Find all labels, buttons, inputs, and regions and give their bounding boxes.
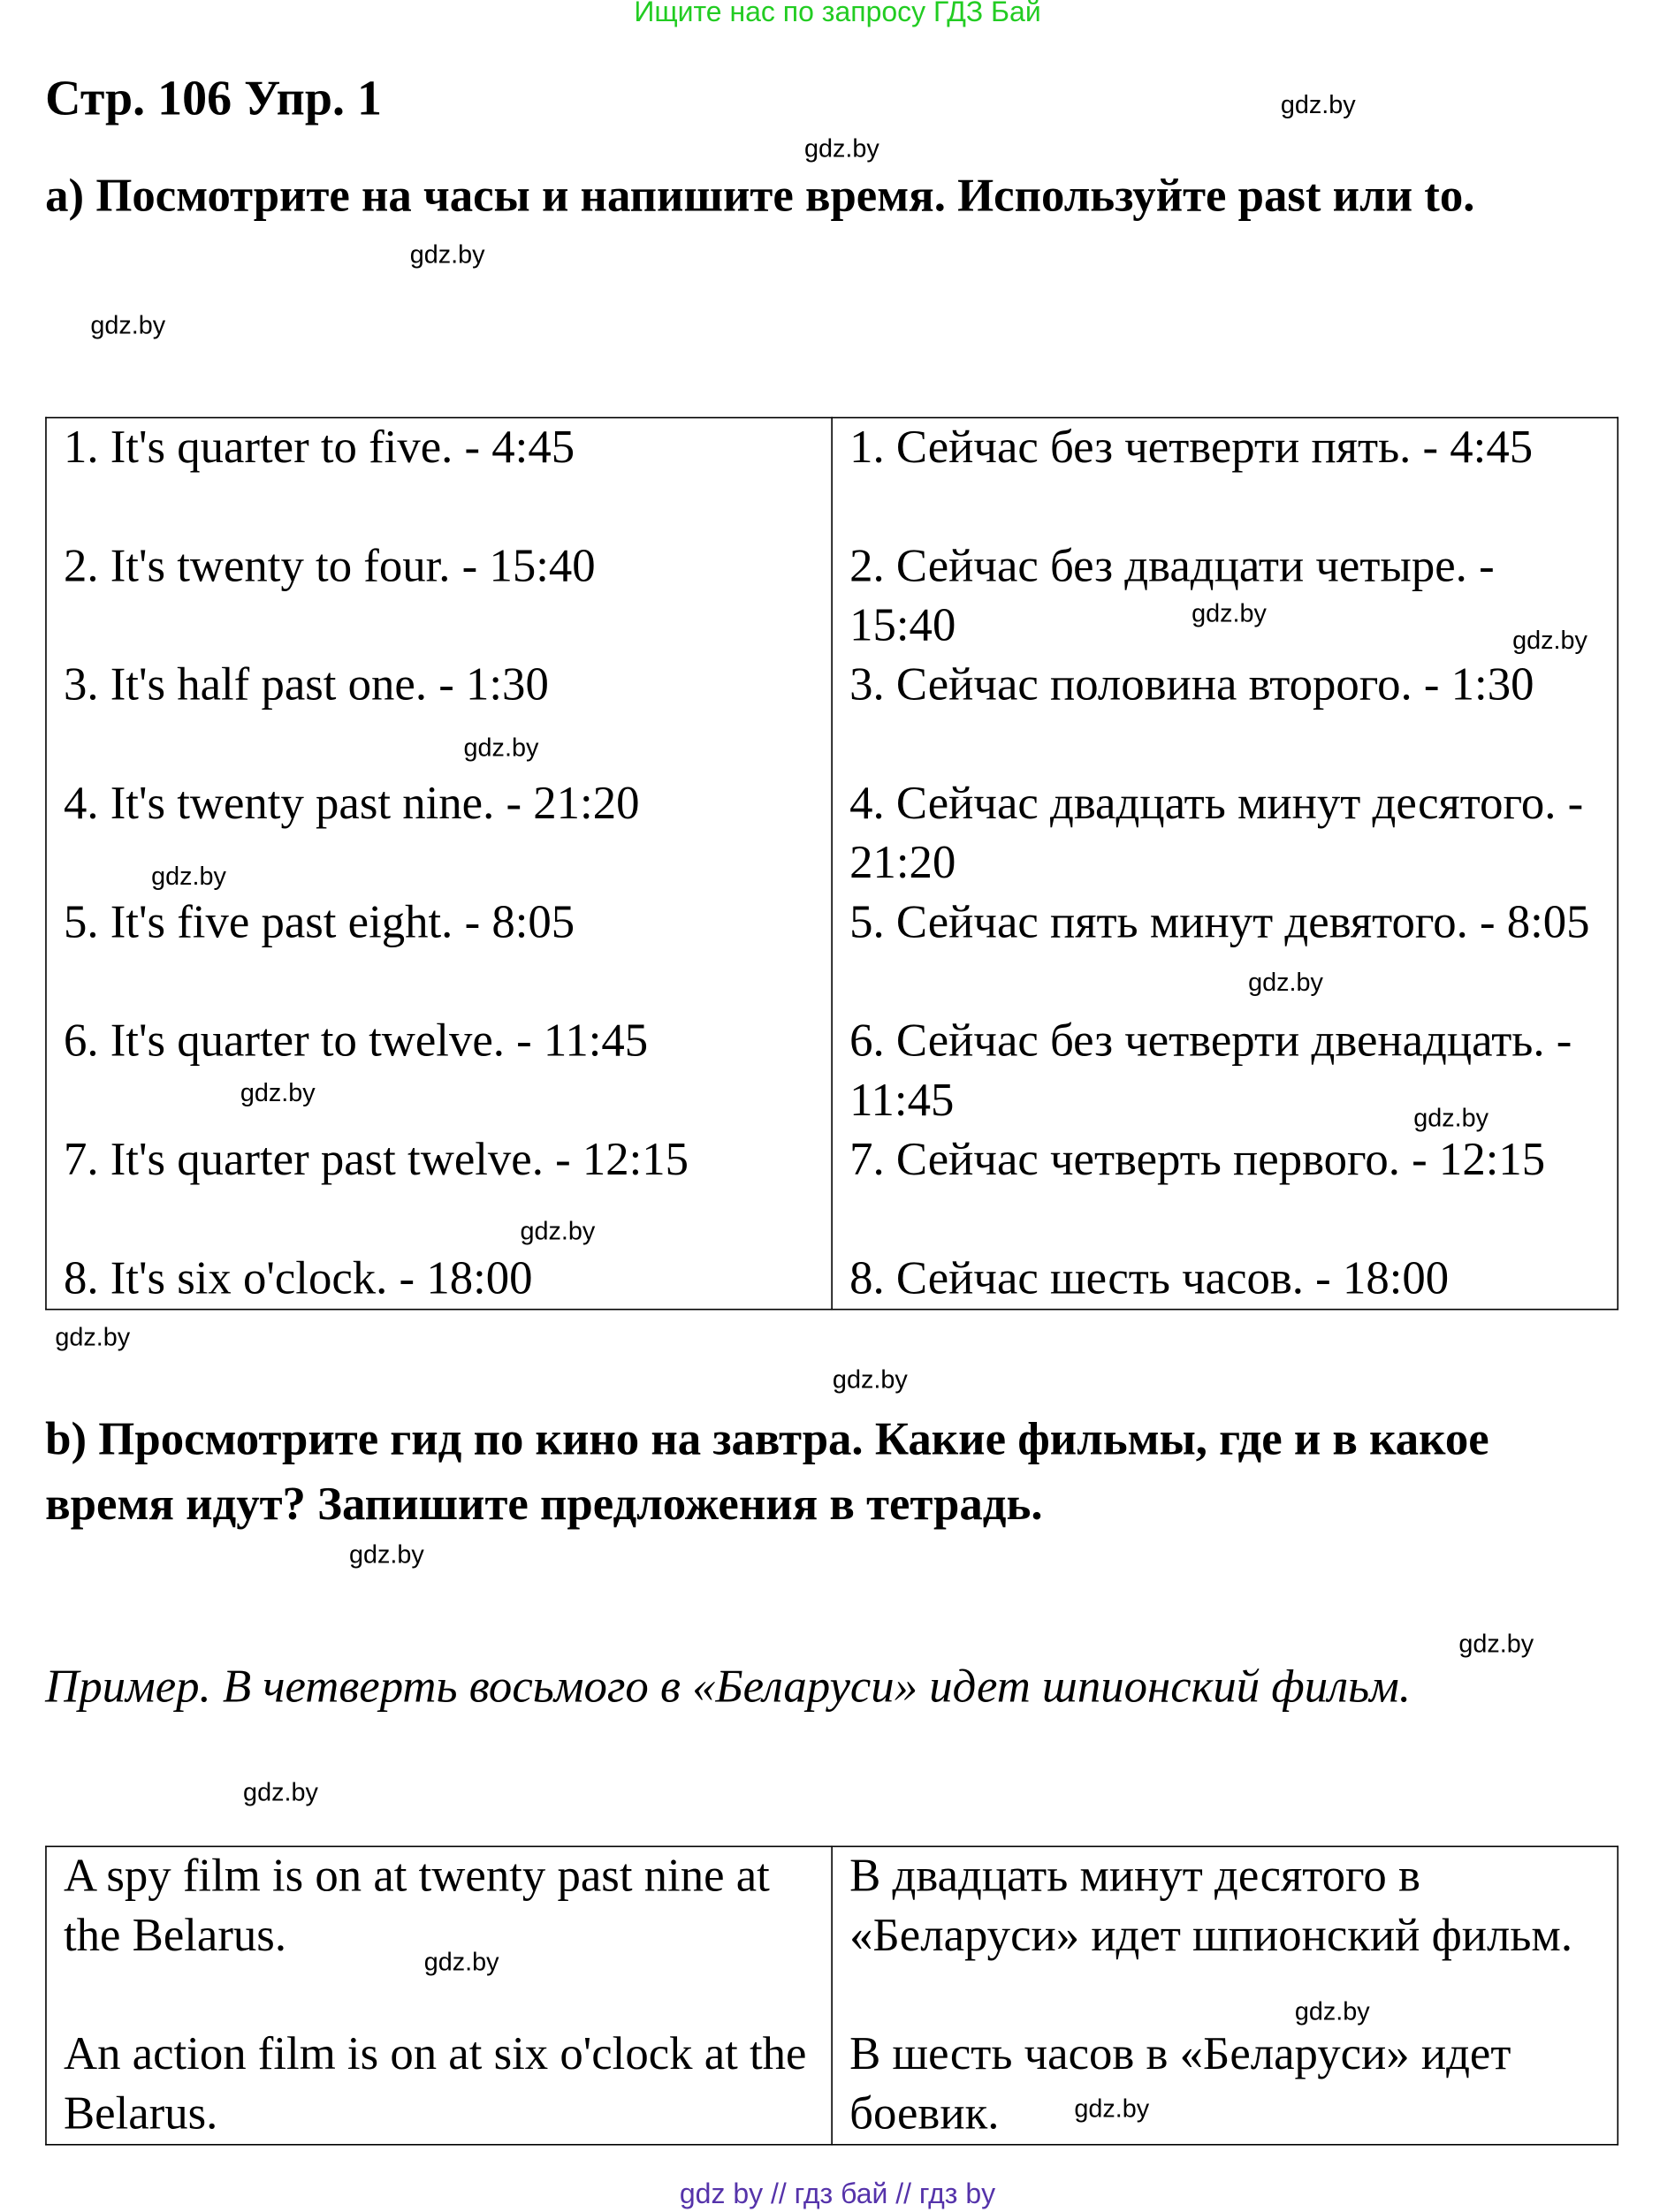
watermark: gdz.by	[1248, 968, 1323, 997]
answer-en: 3. It's half past one. - 1:30	[63, 659, 549, 711]
watermark: gdz.by	[90, 310, 166, 339]
watermark: gdz.by	[803, 133, 879, 163]
footer-links[interactable]: gdz by // гдз бай // гдз by	[679, 2178, 996, 2211]
watermark: gdz.by	[1413, 1103, 1489, 1132]
watermark: gdz.by	[463, 733, 539, 762]
watermark: gdz.by	[409, 239, 485, 269]
answer-en: 5. It's five past eight. - 8:05	[63, 897, 575, 949]
watermark: gdz.by	[349, 1540, 424, 1570]
answer-ru: 2. Сейчас без двадцати четыре. - 15:40	[849, 541, 1495, 652]
answer-ru: 7. Сейчас четверть первого. - 12:15	[849, 1135, 1546, 1186]
task-a-heading: a) Посмотрите на часы и напишите время. Используйте past или to.	[45, 171, 1475, 223]
watermark: gdz.by	[423, 1947, 499, 1976]
russian-column	[832, 1846, 1618, 2144]
answer-en: 8. It's six o'clock. - 18:00	[63, 1253, 533, 1305]
answer-en: 1. It's quarter to five. - 4:45	[63, 422, 575, 474]
answer-en: 4. It's twenty past nine. - 21:20	[63, 779, 640, 830]
answer-en: 7. It's quarter past twelve. - 12:15	[63, 1135, 689, 1186]
answer-ru: В шесть часов в «Беларуси» идет боевик.	[849, 2029, 1511, 2140]
watermark: gdz.by	[243, 1777, 318, 1806]
answer-ru: 6. Сейчас без четверти двенадцать. - 11:45	[849, 1015, 1572, 1127]
answers-table-a	[45, 417, 1618, 1311]
watermark: gdz.by	[1294, 1996, 1370, 2026]
watermark: gdz.by	[55, 1322, 131, 1351]
watermark: gdz.by	[1192, 599, 1267, 628]
answers-table-b	[45, 1846, 1618, 2146]
answer-ru: 1. Сейчас без четверти пять. - 4:45	[849, 422, 1534, 474]
task-b-heading: b) Просмотрите гид по кино на завтра. Какие фильмы, где и в какое время идут? Запишите предложения в тетрадь.	[45, 1414, 1489, 1531]
watermark: gdz.by	[520, 1216, 596, 1245]
search-hint-link[interactable]: Ищите нас по запросу ГДЗ Бай	[634, 0, 1041, 28]
russian-column	[832, 418, 1618, 1310]
watermark: gdz.by	[1458, 1629, 1534, 1658]
answer-ru: 4. Сейчас двадцать минут десятого. - 21:20	[849, 779, 1584, 889]
example-sentence: Пример. В четверть восьмого в «Беларуси» идет шпионский фильм.	[45, 1661, 1412, 1714]
watermark: gdz.by	[240, 1078, 316, 1107]
english-column	[46, 1846, 832, 2144]
watermark: gdz.by	[1074, 2094, 1150, 2123]
watermark: gdz.by	[1280, 90, 1356, 119]
answer-en: 2. It's twenty to four. - 15:40	[63, 541, 596, 593]
answer-ru: 5. Сейчас пять минут девятого. - 8:05	[849, 897, 1590, 949]
answer-ru: 3. Сейчас половина второго. - 1:30	[849, 659, 1534, 711]
watermark: gdz.by	[832, 1364, 908, 1394]
answer-en: An action film is on at six o'clock at the Belarus.	[63, 2029, 807, 2140]
watermark: gdz.by	[1512, 626, 1587, 655]
answer-en: A spy film is on at twenty past nine at the Belarus.	[63, 1851, 770, 1962]
answer-ru: 8. Сейчас шесть часов. - 18:00	[849, 1253, 1450, 1305]
page-title: Стр. 106 Упр. 1	[45, 70, 382, 126]
answer-en: 6. It's quarter to twelve. - 11:45	[63, 1015, 649, 1068]
watermark: gdz.by	[151, 862, 226, 891]
answer-ru: В двадцать минут десятого в «Беларуси» идет шпионский фильм.	[849, 1851, 1573, 1962]
